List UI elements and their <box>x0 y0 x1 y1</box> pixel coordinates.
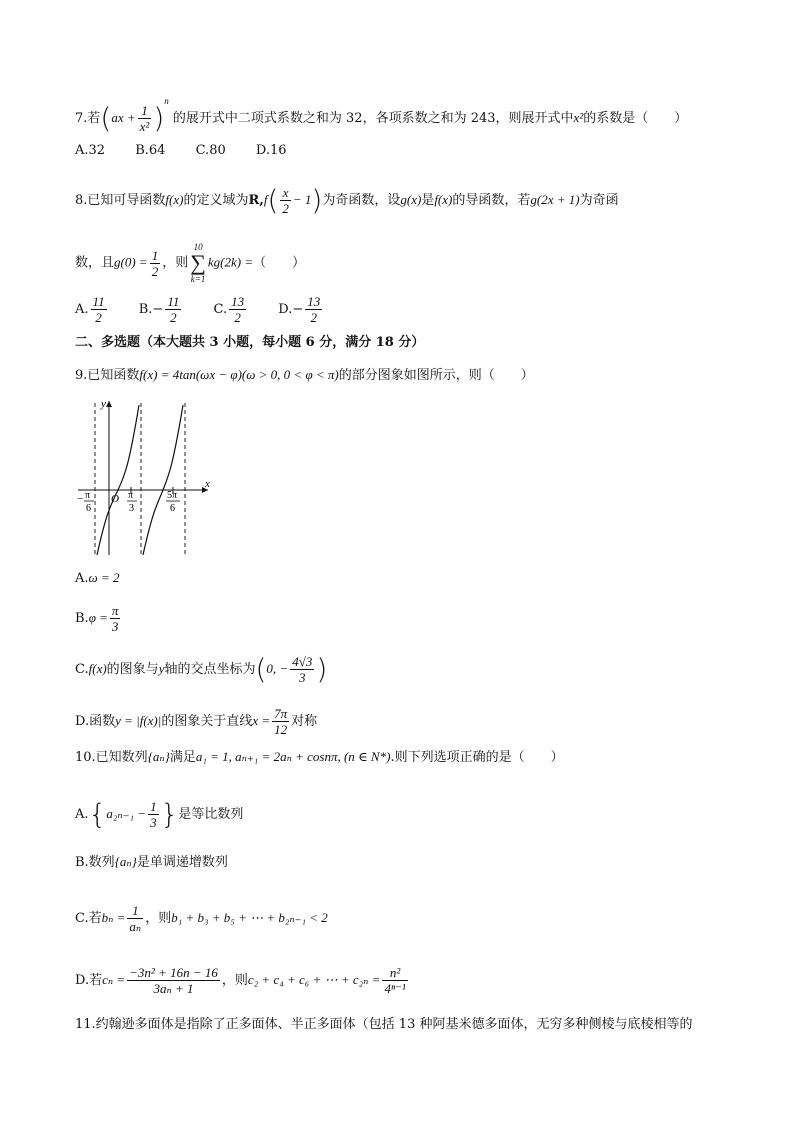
tangent-branch-1 <box>97 405 139 555</box>
tick-label: 5π <box>167 490 178 501</box>
tick-label: − <box>77 493 84 505</box>
q7-option-c: C.80 <box>195 143 226 158</box>
q10-stem: 10.已知数列{aₙ}满足a₁ = 1, aₙ₊₁ = 2aₙ + cosnπ, (n ∈ N*).则下列选项正确的是（ ） <box>75 749 564 765</box>
q7-option-a: A.32 <box>75 143 106 158</box>
q8-option-b: B.− $\frac{11}{2}$ <box>138 294 180 325</box>
summation-symbol: 10 ∑ k=1 <box>190 242 206 284</box>
q8-option-d: D.− $\frac{13}{2}$ <box>278 294 321 325</box>
tick-label: 6 <box>170 503 175 514</box>
q10-option-c: C.若bₙ = $\frac{1}{\text{aₙ}}$ ，则b₁ + b₃ + b₅ + ⋯ + b₂ₙ₋₁ < 2 <box>75 903 328 934</box>
tick-label: 3 <box>129 503 134 514</box>
q10-option-b: B.数列{aₙ}是单调递增数列 <box>75 854 228 870</box>
q9-option-a: A.ω = 2 <box>75 570 120 586</box>
q8-options <box>75 294 350 325</box>
q10-option-a: A.{a₂ₙ₋₁ − $\frac{1}{3}$ }是等比数列 <box>75 797 244 831</box>
q7-option-d: D.16 <box>255 143 287 158</box>
q8-option-a: A. $\frac{11}{2}$ <box>75 294 105 325</box>
q7-stem: 7.若(ax + $\frac{1}{\text{x²}}$ )$^n$ 的展开式中二项式系数之和为 32，各项系数之和为 243，则展开式中x²的系数是（ ） <box>75 96 688 135</box>
q7-fraction: $\frac{1}{\text{x²}}$ <box>139 103 150 134</box>
x-axis-label: x <box>205 478 210 490</box>
tangent-branch-2 <box>143 405 183 555</box>
q9-option-c: C.f(x)的图象与y轴的交点坐标为(0, − $\frac{4√3}{3}$ ) <box>75 652 328 686</box>
tick-label: π <box>85 490 91 501</box>
origin-label: O <box>111 493 119 505</box>
y-axis-arrow <box>106 401 112 407</box>
tick-label: π <box>128 490 134 501</box>
tick-label: 6 <box>86 503 91 514</box>
q11-stem: 11.约翰逊多面体是指除了正多面体、半正多面体（包括 13 种阿基米德多面体，无穷多种侧棱与底棱相等的 <box>75 1017 693 1032</box>
q7-option-b: B.64 <box>135 143 166 158</box>
q7-options <box>75 142 313 160</box>
q9-stem: 9.已知函数f(x) = 4tan(ωx − φ)(ω > 0, 0 < φ < π)的部分图象如图所示，则（ ） <box>75 367 534 383</box>
q8-stem-line2: 数，且g(0) = $\frac{1}{2}$ ，则 10 ∑ k=1 kg(2k) =（ ） <box>75 242 306 284</box>
q8-stem-line1: 8.已知可导函数f(x)的定义域为R,f( $\frac{x}{2}$ − 1)为奇函数，设g(x)是f(x)的导函数，若g(2x + 1)为奇函 <box>75 183 619 217</box>
q10-option-d: D.若cₙ = $\frac{\text{−3n² + 16n − 16}}{\text{3aₙ + 1}}$ ，则c₂ + c₄ + c₆ + ⋯ + c₂ₙ = $\frac{\text{n²}}{\text{4ⁿ⁻¹}}$ <box>75 965 406 996</box>
section-heading: 二、多选题（本大题共 3 小题，每小题 6 分，满分 18 分） <box>75 335 425 350</box>
q8-option-c: C. $\frac{13}{2}$ <box>213 294 245 325</box>
q9-option-d: D.函数y = |f(x)|的图象关于直线x = $\frac{7\pi}{12}$ 对称 <box>75 706 318 737</box>
y-axis-label: y <box>101 398 106 410</box>
q9-option-b: B.φ = $\frac{\pi}{3}$ <box>75 603 119 634</box>
tangent-graph <box>73 395 223 560</box>
